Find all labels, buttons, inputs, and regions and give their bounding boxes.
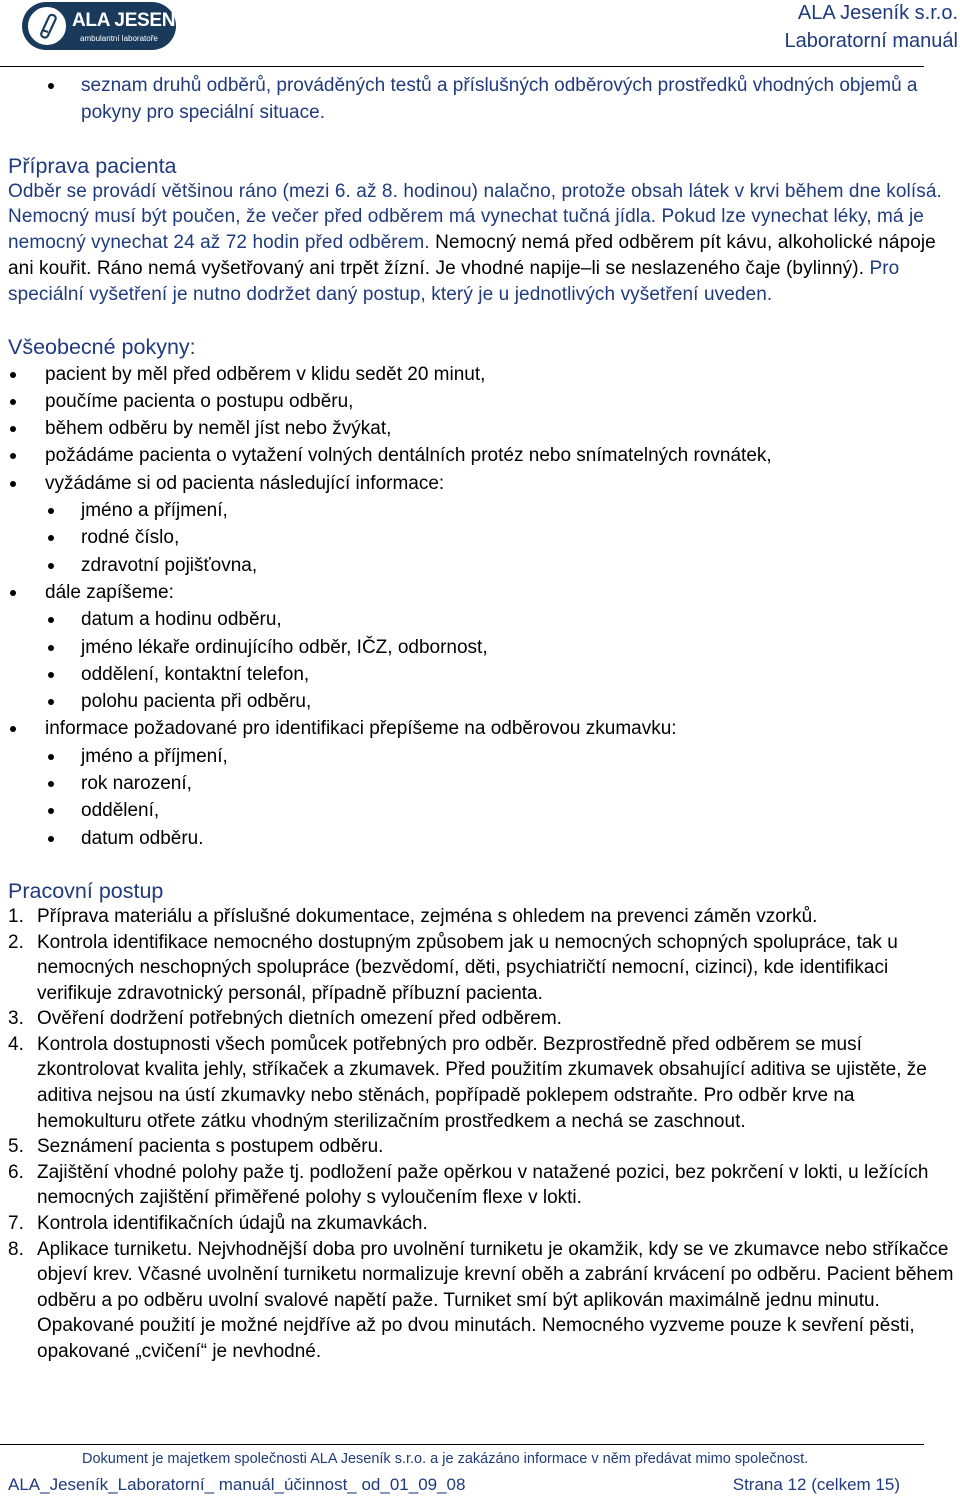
document-body xyxy=(8,72,956,1365)
step-number: 8. xyxy=(8,1238,24,1260)
list-item: polohu pacienta při odběru, xyxy=(8,688,956,715)
list-item: jméno a příjmení, xyxy=(8,497,956,524)
list-item: požádáme pacienta o vytažení volných dentálních protéz nebo snímatelných rovnátek, xyxy=(8,442,956,469)
pokyny-list xyxy=(8,361,956,852)
priprava-text-1: Odběr se provádí většinou ráno (mezi 6. až 8. hodinou) nalačno, protože obsah látek v krvi během dne kolísá. Nemocný musí být poučen, že večer před odběrem má vynechat tučná jídla. Pokud lze vynechat léky, má je nemocný vynechat 24 až 72 hodin před odběrem. xyxy=(8,180,942,254)
header-company: ALA Jeseník s.r.o. xyxy=(797,2,958,24)
step-item xyxy=(8,1211,956,1237)
list-item: jméno a příjmení, xyxy=(8,743,956,770)
section-heading-postup: Pracovní postup xyxy=(8,878,164,903)
list-item: pacient by měl před odběrem v klidu sedět 20 minut, xyxy=(8,361,956,388)
priprava-text-3: Pro speciální vyšetření je nutno dodržet daný postup, který je u jednotlivých vyšetření uveden. xyxy=(8,257,900,305)
header-divider xyxy=(0,66,924,67)
list-item: oddělení, xyxy=(8,797,956,824)
list-item: rok narození, xyxy=(8,770,956,797)
list-item: vyžádáme si od pacienta následující informace: xyxy=(8,470,956,497)
priprava-text-2: Nemocný nemá před odběrem pít kávu, alkoholické nápoje ani kouřit. Ráno nemá vyšetřovaný ani trpět žízní. Je vhodné napije–li se neslazeného čaje (bylinný). xyxy=(8,232,936,279)
header-manual-title: Laboratorní manuál xyxy=(784,30,958,52)
step-number: 4. xyxy=(8,1033,24,1055)
list-item: během odběru by neměl jíst nebo žvýkat, xyxy=(8,415,956,442)
step-number: 3. xyxy=(8,1008,24,1030)
step-item xyxy=(8,1160,956,1211)
list-item: rodné číslo, xyxy=(8,524,956,551)
page-header xyxy=(0,0,960,68)
step-number: 7. xyxy=(8,1213,24,1235)
logo-name: ALA JESENÍK s.r.o. xyxy=(72,10,242,31)
step-text: Seznámení pacienta s postupem odběru. xyxy=(37,1136,384,1158)
step-text: Kontrola identifikace nemocného dostupným způsobem jak u nemocných schopných spolupráce, tak u nemocných neschopných spolupráce (bezvědomí, děti, psychiatričtí nemocní, cizinci), kde identifikaci verifikuje zdravotnický personál, případně příbuzní pacienta. xyxy=(37,931,898,1004)
step-text: Kontrola identifikačních údajů na zkumavkách. xyxy=(37,1213,428,1235)
step-item xyxy=(8,1032,956,1134)
intro-list xyxy=(8,72,956,127)
step-item xyxy=(8,1134,956,1160)
step-item xyxy=(8,904,956,930)
step-text: Aplikace turniketu. Nejvhodnější doba pro uvolnění turniketu je okamžik, kdy se ve zkumavce nebo stříkačce objeví krev. Včasné uvolnění turniketu normalizuje krevní oběh a zabrání krvácení po odběru. Pacient během odběru a po odběru uvolní svalové napětí paže. Turniket smí být aplikován maximálně jednu minutu. Opakované použití je možné nejdříve až po dvou minutách. Nemocného vyzveme pouze k sevření pěsti, opakované „cvičení“ je nevhodné. xyxy=(37,1238,954,1363)
step-number: 5. xyxy=(8,1136,24,1158)
step-item xyxy=(8,1006,956,1032)
list-item: zdravotní pojišťovna, xyxy=(8,552,956,579)
test-tube-icon xyxy=(26,5,68,47)
step-number: 6. xyxy=(8,1161,24,1183)
step-item xyxy=(8,1237,956,1365)
footer-document-id: ALA_Jeseník_Laboratorní_ manuál_účinnost_ od_01_09_08 xyxy=(8,1475,466,1494)
postup-steps-list xyxy=(8,904,956,1365)
list-item: seznam druhů odběrů, prováděných testů a příslušných odběrových prostředků vhodných objemů a pokyny pro speciální situace. xyxy=(8,72,956,127)
step-text: Kontrola dostupnosti všech pomůcek potřebných pro odběr. Bezprostředně před odběrem se musí zkontrolovat kvalita jehly, stříkaček a zkumavek. Před použitím zkumavek obsahující aditiva se ujistěte, že aditiva nejsou na ústí zkumavky nebo stěnách, popřípadě poklepem odstraňte. Pro odběr krve na hemokulturu otřete zátku vhodným sterilizačním prostředkem a nechá se zaschnout. xyxy=(37,1033,927,1132)
footer-divider xyxy=(0,1444,924,1445)
paragraph-priprava xyxy=(8,179,956,308)
list-item: dále zapíšeme: xyxy=(8,579,956,606)
list-item: jméno lékaře ordinujícího odběr, IČZ, odbornost, xyxy=(8,634,956,661)
step-item xyxy=(8,930,956,1007)
list-item: datum a hodinu odběru, xyxy=(8,606,956,633)
list-item: poučíme pacienta o postupu odběru, xyxy=(8,388,956,415)
list-item: datum odběru. xyxy=(8,825,956,852)
list-item: informace požadované pro identifikaci přepíšeme na odběrovou zkumavku: xyxy=(8,715,956,742)
logo-subtitle: ambulantní laboratoře xyxy=(80,34,158,43)
step-text: Příprava materiálu a příslušné dokumentace, zejména s ohledem na prevenci záměn vzorků. xyxy=(37,905,818,927)
step-number: 1. xyxy=(8,905,24,927)
footer-page-number: Strana 12 (celkem 15) xyxy=(732,1475,900,1494)
section-heading-pokyny: Všeobecné pokyny: xyxy=(8,334,196,359)
section-heading-priprava: Příprava pacienta xyxy=(8,153,177,178)
company-logo xyxy=(22,2,242,50)
step-number: 2. xyxy=(8,931,24,953)
list-item: oddělení, kontaktní telefon, xyxy=(8,661,956,688)
step-text: Zajištění vhodné polohy paže tj. podložení paže opěrkou v natažené pozici, bez pokrčení v lokti, u ležících nemocných zajištění přiměřené polohy s vyloučením flexe v lokti. xyxy=(37,1161,929,1209)
step-text: Ověření dodržení potřebných dietních omezení před odběrem. xyxy=(37,1008,562,1030)
footer-ownership-note: Dokument je majetkem společnosti ALA Jeseník s.r.o. a je zakázáno informace v něm předávat mimo společnost. xyxy=(82,1451,809,1467)
